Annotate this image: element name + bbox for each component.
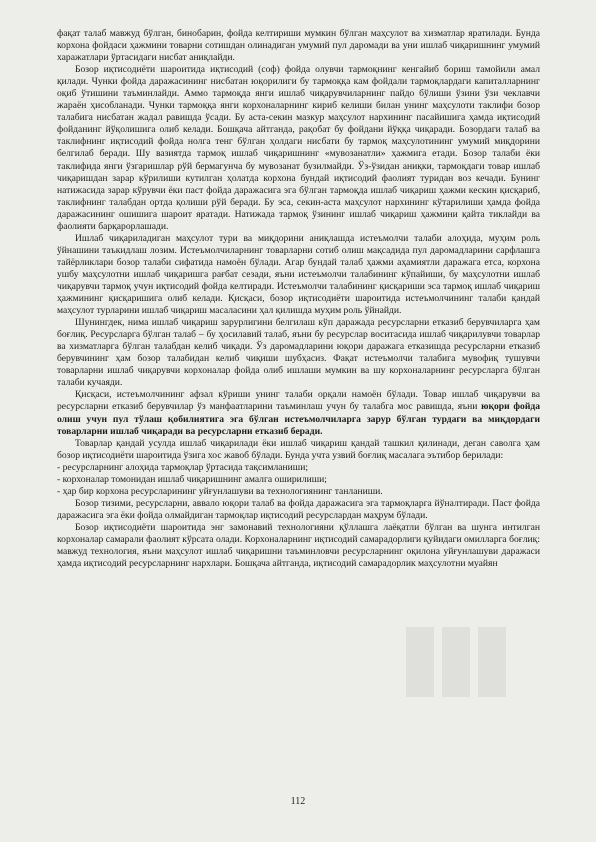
paragraph: фақат талаб мавжуд бўлган, бинобарин, фойда келтириши мумкин бўлган маҳсулот ва хизматлар яратилади. Бунда корхона фойдаси ҳажмини товарни сотишдан олинадиган умумий пул даромади ва уни ишлаб чиқаришнинг умумий харажатлари ўртасидаги нисбат аниқлайди. <box>57 28 540 64</box>
list-item: - корхоналар томонидан ишлаб чиқаришнинг амалга оширилиши; <box>57 473 327 485</box>
page-number: 112 <box>290 796 306 807</box>
paragraph: Ишлаб чиқариладиган маҳсулот тури ва миқдорини аниқлашда истеъмолчи талаби алоҳида, муҳим роль ўйнашини таъкидлаш лозим. Истеъмолчиларнинг товарларни сотиб олиш мақсадида пул даромадларини сарфлашга тайёрликлари бозор талаби сифатида намоён бўлади. Агар бундай талаб ҳажми аҳамиятли даражага етса, корхона ушбу маҳсулотни ишлаб чиқаришга рағбат сезади, яъни истеъмолчи талабининг кўпайиши, бу маҳсулотни ишлаб чиқарувчи тармоқ учун иқтисодий фойда келтиради. Истеъмолчи талабининг қисқариши эса тармоқ ишлаб чиқариш ҳажмининг қисқаришига олиб келади. Қисқаси, бозор иқтисодиёти шароитида истеъмолчининг талаби қандай маҳсулот турларини ишлаб чиқариш масаласини ҳал қилишда муҳим роль ўйнайди. <box>57 232 540 317</box>
list-item: - ҳар бир корхона ресурсларининг уйғунлашуви ва технологиянинг танланиши. <box>57 485 383 497</box>
paragraph-with-bold <box>57 389 540 437</box>
paragraph: Товарлар қандай усулда ишлаб чиқарилади ёки ишлаб чиқариш қандай ташкил қилинади, деган саволга ҳам бозор иқтисодиёти шароитида ўзига хос жавоб бўлади. Бунда учта узвий боғлиқ масалага эътибор берилади: <box>57 437 540 461</box>
paragraph: Бозор иқтисодиёти шароитида энг замонавий технологияни қўллашга лаёқатли бўлган ва шунга интилган корхоналар самарали фаолият кўрсата олади. Корхоналарнинг иқтисодий самарадорлиги қуйидаги омилларга боғлиқ: мавжуд технология, яъни маҳсулот ишлаб чиқаришни таъминловчи ресурсларнинг оқилона уйғунлашуви даражаси ҳамда иқтисодий ресурсларнинг нархлари. Бошқача айтганда, иқтисодий самарадорлик маҳсулотни муайян <box>57 521 540 570</box>
body-text <box>57 28 540 570</box>
paragraph: Шунингдек, нима ишлаб чиқариш зарурлигини белгилаш кўп даражада ресурсларни етказиб берувчиларга ҳам боғлиқ. Ресурсларга бўлган талаб – бу ҳосилавий талаб, яъни бу ресурслар воситасида ишлаб чиқарилувчи товарлар ва хизматларга бўлган талабдан келиб чиқади. Ўз даромадларини юқори даражага етказишда ресурсларни етказиб берувчининг ҳам бозор талабидан келиб чиқиши шубҳасиз. Фақат истеъмолчи талабига мувофиқ тушувчи товарларни ишлаб чиқарувчи корхоналар фойда олиб ишлаши мумкин ва шу корхоналарнинг ресурсларга бўлган талаби кучаяди. <box>57 317 540 389</box>
watermark-logo <box>396 617 516 707</box>
bold-emphasis: юқори фойда олиш учун пул тўлаш қобилиятига эга бўлган истеъмолчиларга зарур бўлган турдаги ва миқдордаги товарларни ишлаб чиқаради ва ресурсларни етказиб беради. <box>57 401 541 437</box>
paragraph: Бозор иқтисодиёти шароитида иқтисодий (соф) фойда олувчи тармоқнинг кенгайиб бориш тамойили амал қилади. Чунки фойда даражасининг нисбатан юқорилиги бу тармоққа кам фойдали тармоқлардаги капиталларнинг оқиб ўтишини таъминлайди. Аммо тармоқда янги ишлаб чиқарувчиларнинг пайдо бўлиши ўзини ўзи чеклавчи жараён ҳисобланади. Чунки тармоққа янги корхоналарнинг кириб келиши билан унинг маҳсулоти таклифи бозор талабига нисбатан жадал равишда ўсади. Бу аста-секин мазкур маҳсулот нархининг пасайишига ҳамда иқтисодий фойданинг йўқолишига олиб келади. Бошқача айтганда, рақобат бу фойдани йўққа чиқаради. Бозордаги талаб ва таклифнинг иқтисодий фойда нолга тенг бўлган ҳолдаги нисбати бу тармоқ маҳсулотининг умумий миқдорини белгилаб беради. Шу вазиятда тармоқ ишлаб чиқаришнинг «мувозанатли» ҳажмига етади. Бозор талаби ёки таклифида янги ўзгаришлар рўй бермагунча бу мувозанат бузилмайди. Ўз-ўзидан аниқки, тармоқдаги товар ишлаб чиқаришдан зарар кўрилиши кутилган ҳолатда корхона бундай иқтисодий фаолият туридан воз кечади. Бунинг натижасида зарар кўрувчи ёки паст фойда даражасига эга бўлган тармоқда ишлаб чиқариш ҳажми кескин қисқариб, таклифнинг талабдан ортда қолиши рўй беради. Бу эса, секин-аста маҳсулот нархининг кўтарилиши ҳамда фойда даражасининг ошишига шароит яратади. Натижада тармоқ ўзининг ишлаб чиқариш ҳажмини қайта тиклайди ва фаолияти барқарорлашади. <box>57 64 540 232</box>
list-item: - ресурсларнинг алоҳида тармоқлар ўртасида тақсимланиши; <box>57 461 308 473</box>
paragraph-text: Қисқаси, истеъмолчининг афзал кўриши унинг талаби орқали намоён бўлади. Товар ишлаб чиқарувчи ва ресурсларни етказиб берувчилар ўз манфаатларини таъминлаш учун бу талабга мос равишда, яъни <box>57 389 540 413</box>
paragraph: Бозор тизими, ресурсларни, аввало юқори талаб ва фойда даражасига эга тармоқларга йўналтиради. Паст фойда даражасига эга ёки фойда олмайдиган тармоқлар иқтисодий ресурслардан маҳрум бўлади. <box>57 497 540 521</box>
